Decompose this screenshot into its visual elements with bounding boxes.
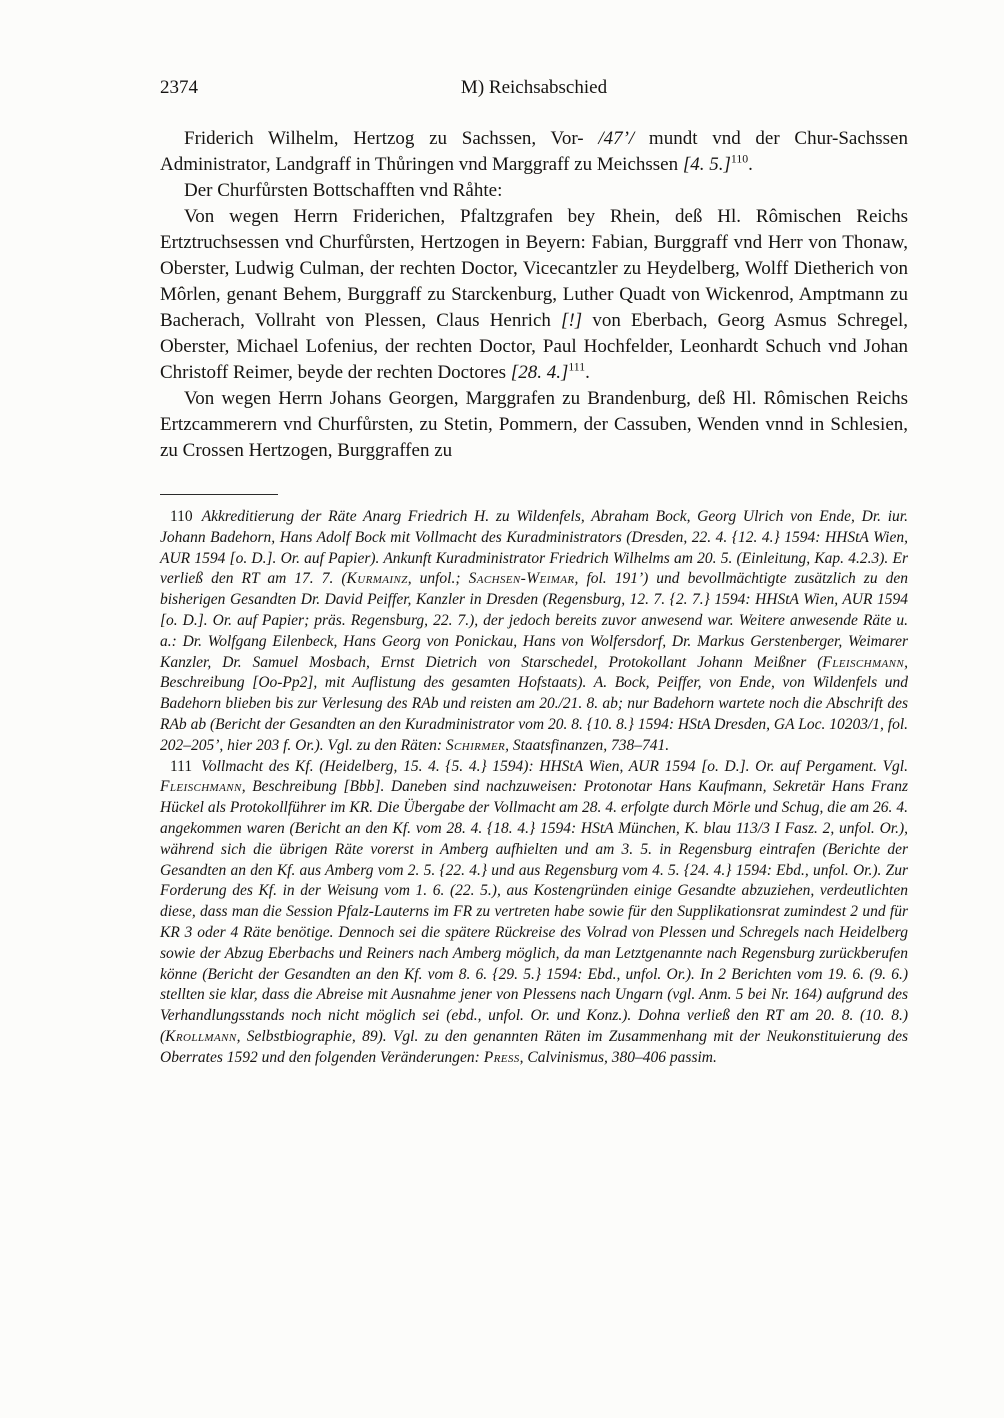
paragraph: Von wegen Herrn Friderichen, Pfaltzgrafen bey Rhein, deß Hl. Rômischen Reichs Ertztruchsessen vnd Churfůrsten, Hertzogen in Beyern: Fabian, Burggraff vnd Herr von Thonaw, Oberster, Ludwig Culman, der rechten Doctor, Vicecantzler zu Heydelberg, Wolff Dietherich von Môrlen, genant Behem, Burggraff zu Starckenburg, Luther Quadt von Wickenrod, Amptmann zu Bacherach, Vollraht von Plessen, Claus Henrich [!] von Eberbach, Georg Asmus Schregel, Oberster, Michael Lofenius, der rechten Doctor, Paul Hochfelder, Leonhardt Schuch vnd Johan Christoff Reimer, beyde der rechten Doctores [28. 4.]$^{111}$. xyxy=(160,206,908,383)
footnote-number: 110 xyxy=(170,508,193,525)
paragraph: Friderich Wilhelm, Hertzog zu Sachssen, Vor- /47’/ mundt vnd der Chur-Sachssen Administrator, Landgraff in Thůringen vnd Marggraff zu Meichssen [4. 5.]$^{110}$. xyxy=(160,128,908,175)
footnote-text: Vollmacht des Kf. (Heidelberg, 15. 4. {5. 4.} 1594): HHStA Wien, AUR 1594 [o. D.]. Or. auf Pergament. Vgl. Fleischmann, Beschreibung [Bbb]. Daneben sind nachzuweisen: Protonotar Hans Kaufmann, Sekretär Hans Franz Hückel als Protokollführer im KR. Die Übergabe der Vollmacht am 28. 4. erfolgte durch Mörle und Schug, die am 26. 4. angekommen waren (Bericht an den Kf. vom 28. 4. {18. 4.} 1594: HStA München, K. blau 113/3 I Fasz. 2, unfol. Or.), während sich die übrigen Räte vorerst in Amberg aufhielten und am 3. 5. in Regensburg eintrafen (Berichte der Gesandten an den Kf. aus Amberg vom 2. 5. {22. 4.} und aus Regensburg vom 4. 5. {24. 4.} 1594: Ebd., unfol. Or.). Zur Forderung des Kf. in der Weisung vom 1. 6. (22. 5.), aus Kostengründen einige Gesandte abzuziehen, verdeutlichten diese, dass man die Session Pfalz-Lauterns im FR zu vertreten habe sowie für den Supplikationsrat zumindest 2 und für KR 3 oder 4 Räte benötige. Dennoch sei die spätere Rückreise des Volrad von Plessen und Schregels nach Heidelberg sowie der Abzug Eberbachs und Reiners nach Amberg möglich, da man Letztgenannte nach Regensburg zurückberufen könne (Bericht der Gesandten an den Kf. vom 8. 6. {29. 5.} 1594: Ebd., unfol. Or.). In 2 Berichten vom 19. 6. (9. 6.) stellten sie klar, dass die Abreise mit Ausnahme jener von Plessens nach Ungarn (vgl. Anm. 5 bei Nr. 164) aufgrund des Verhandlungsstands noch nicht möglich sei (ebd., unfol. Or. und Konz.). Dohna verließ den RT am 20. 8. (10. 8.) (Krollmann, Selbstbiographie, 89). Vgl. zu den genannten Räten im Zusammenhang mit der Neukonstituierung des Oberrates 1592 und den folgenden Veränderungen: Press, Calvinismus, 380–406 passim. xyxy=(160,757,908,1066)
footnote-number: 111 xyxy=(170,757,193,775)
running-head: M) Reichsabschied xyxy=(460,77,608,98)
footnote-text: Akkreditierung der Räte Anarg Friedrich H. zu Wildenfels, Abraham Bock, Georg Ulrich von Ende, Dr. iur. Johann Badehorn, Hans Adolf Bock mit Vollmacht des Kuradministrators (Dresden, 22. 4. {12. 4.} 1594: HHStA Wien, AUR 1594 [o. D.]. Or. auf Papier). Ankunft Kuradministrator Friedrich Wilhelms am 20. 5. (Einleitung, Kap. 4.2.3). Er verließ den RT am 17. 7. (Kurmainz, unfol.; Sachsen-Weimar, fol. 191’) und bevollmächtigte zusätzlich zu den bisherigen Gesandten Dr. David Peiffer, Kanzler in Dresden (Regensburg, 12. 7. {2. 7.} 1594: HHStA Wien, AUR 1594 [o. D.]. Or. auf Papier; präs. Regensburg, 22. 7.), der jedoch bereits zuvor anwesend war. Weitere anwesende Räte u. a.: Dr. Wolfgang Eilenbeck, Hans Georg von Ponickau, Hans von Wolfersdorf, Dr. Markus Gerstenberger, Weimarer Kanzler, Dr. Samuel Mosbach, Ernst Dietrich von Starschedel, Protokollant Johann Meißner (Fleischmann, Beschreibung [Oo-Pp2], mit Auflistung des gesamten Hofstaats). A. Bock, Peiffer, von Ende, von Wildenfels und Badehorn blieben bis zur Verlesung des RAb und reisten am 20./21. 8. ab; nur Badehorn wartete noch die Abschrift des RAb ab (Bericht der Gesandten an den Kuradministrator vom 20. 8. {10. 8.} 1594: HStA Dresden, GA Loc. 10203/1, fol. 202–205’, hier 203 f. Or.). Vgl. zu den Räten: Schirmer, Staatsfinanzen, 738–741. xyxy=(160,508,908,754)
footnotes-section xyxy=(160,507,908,1069)
page-number: 2374 xyxy=(160,77,198,98)
paragraph: Von wegen Herrn Johans Georgen, Marggrafen zu Brandenburg, deß Hl. Rômischen Reichs Ertzcammerern vnd Churfůrsten, zu Stetin, Pommern, der Cassuben, Wenden vnnd in Schlesien, zu Crossen Hertzogen, Burggraffen zu xyxy=(160,388,908,461)
paragraph: Der Churfůrsten Bottschafften vnd Råhte: xyxy=(184,180,503,201)
main-text xyxy=(160,126,908,464)
footnote xyxy=(160,757,908,1069)
page-header xyxy=(160,76,908,100)
footnote xyxy=(160,507,908,757)
footnote-separator xyxy=(160,494,278,495)
